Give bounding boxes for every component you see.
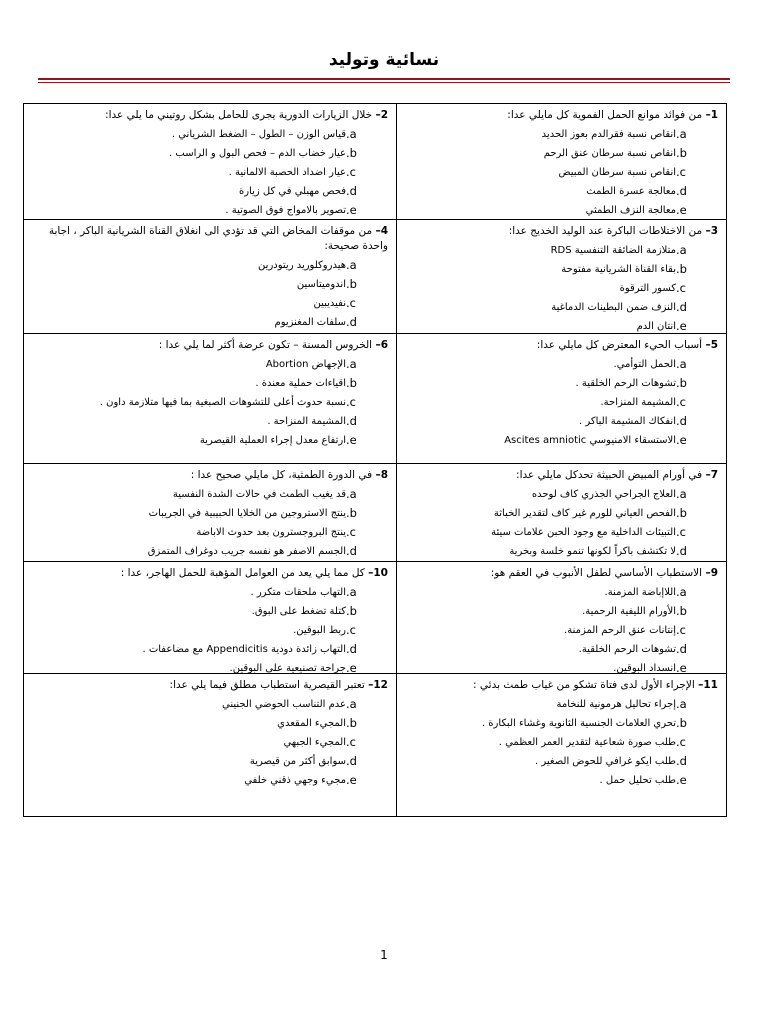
question-text xyxy=(32,566,388,581)
question-number: 2– xyxy=(375,109,388,121)
option-text: النزف ضمن البطينات الدماغية xyxy=(551,302,676,313)
option-letter: .a xyxy=(346,258,357,272)
option-letter: .a xyxy=(346,487,357,501)
option-letter: .d xyxy=(676,642,687,656)
option-letter: .e xyxy=(346,661,357,674)
option-letter: .d xyxy=(346,754,357,768)
question-cell-7 xyxy=(397,464,726,562)
option-text: التهاب ملحقات متكرر . xyxy=(250,587,346,598)
answer-options xyxy=(405,241,718,334)
option-letter: .c xyxy=(676,165,686,179)
answer-option xyxy=(32,602,370,621)
title-divider xyxy=(38,78,730,80)
answer-option xyxy=(32,714,370,733)
option-letter: .d xyxy=(676,300,687,314)
option-letter: .d xyxy=(676,544,687,558)
answer-option xyxy=(32,275,370,294)
option-text: عدم التناسب الحوضي الجنيني xyxy=(222,699,346,710)
option-letter: .c xyxy=(676,395,686,409)
option-text: انقاص نسبة فقرالدم بعوز الحديد xyxy=(541,129,676,140)
option-text: سلفات المغنزيوم xyxy=(274,317,346,328)
option-letter: .e xyxy=(676,661,687,674)
question-cell-1 xyxy=(397,104,726,220)
option-letter: .a xyxy=(676,243,687,257)
option-text: معالجة عسرة الطمث xyxy=(586,186,676,197)
option-text: إجراء تحاليل هرمونية للنخامة xyxy=(556,699,676,710)
answer-option xyxy=(405,393,700,412)
option-letter: .b xyxy=(346,146,357,160)
question-number: 12– xyxy=(368,679,388,691)
answer-option xyxy=(32,733,370,752)
option-text: اقياءات حملية معندة . xyxy=(255,378,346,389)
option-text: عيار اضداد الحصبة الالمانية . xyxy=(228,167,346,178)
option-text: المشيمة المنزاحة . xyxy=(267,416,346,427)
option-letter: .b xyxy=(346,506,357,520)
option-letter: .a xyxy=(676,697,687,711)
option-text: تشوهات الرحم الخلقية. xyxy=(578,644,676,655)
answer-option xyxy=(405,144,700,163)
option-text: انسداد البوقين. xyxy=(613,663,676,674)
page-title: نسائية وتوليد xyxy=(328,50,440,70)
answer-option xyxy=(32,523,370,542)
question-number: 10– xyxy=(368,567,388,579)
option-letter: .c xyxy=(346,735,356,749)
answer-option xyxy=(32,355,370,374)
answer-option xyxy=(32,294,370,313)
question-stem: تعتبر القيصرية استطباب مطلق فيما يلي عدا: xyxy=(169,679,365,691)
option-letter: .e xyxy=(676,773,687,787)
answer-option xyxy=(32,144,370,163)
question-text xyxy=(405,108,718,123)
answer-option xyxy=(32,542,370,561)
answer-option xyxy=(32,182,370,201)
option-text: انفكاك المشيمة الباكر . xyxy=(578,416,676,427)
question-number: 7– xyxy=(705,469,718,481)
option-text: الجسم الاصفر هو نفسه جريب دوغراف المتمزق xyxy=(147,546,346,557)
answer-option xyxy=(405,317,700,334)
option-text: الفحص العياني للورم غير كاف لتقدير الخباثة xyxy=(493,508,676,519)
option-letter: .a xyxy=(676,357,687,371)
question-text xyxy=(405,678,718,693)
answer-options xyxy=(405,583,718,674)
answer-option xyxy=(32,256,370,275)
option-text: عيار خضاب الدم – فحص البول و الراسب . xyxy=(169,148,346,159)
question-text xyxy=(405,468,718,483)
answer-option xyxy=(32,412,370,431)
option-letter: .b xyxy=(346,604,357,618)
question-text xyxy=(32,468,388,483)
option-letter: .e xyxy=(346,203,357,217)
option-text: التبيئات الداخلية مع وجود الحبن علامات سيئة xyxy=(491,527,676,538)
option-text: لا تكتشف باكراً لكونها تنمو خلسة وبخرية xyxy=(509,546,676,557)
question-number: 8– xyxy=(375,469,388,481)
option-text: سوابق أكثر من قيصرية xyxy=(249,756,346,767)
answer-option xyxy=(405,125,700,144)
option-letter: .e xyxy=(346,773,357,787)
option-letter: .e xyxy=(676,319,687,333)
option-text: المجيء المقعدي xyxy=(277,718,346,729)
option-text: ارتفاع معدل إجراء العملية القيصرية xyxy=(199,435,346,446)
answer-option xyxy=(405,260,700,279)
answer-options xyxy=(32,355,388,450)
answer-option xyxy=(405,355,700,374)
option-text: اللاإباضة المزمنة. xyxy=(604,587,676,598)
answer-option xyxy=(405,602,700,621)
answer-option xyxy=(405,752,700,771)
option-letter: .b xyxy=(676,604,687,618)
answer-option xyxy=(32,640,370,659)
answer-option xyxy=(405,182,700,201)
option-text: معالجة النزف الطمثي xyxy=(585,205,676,216)
answer-option xyxy=(405,374,700,393)
option-text: طلب ايكو غرافي للحوض الصغير . xyxy=(535,756,676,767)
answer-option xyxy=(32,201,370,220)
answer-option xyxy=(405,163,700,182)
option-text: تشوهات الرحم الخلقية . xyxy=(575,378,676,389)
option-text: متلازمة الضائقة التنفسية RDS xyxy=(550,245,676,256)
option-letter: .b xyxy=(676,506,687,520)
option-text: انقاص نسبة سرطان عنق الرحم xyxy=(543,148,676,159)
option-letter: .d xyxy=(676,414,687,428)
question-stem: من فوائد موانع الحمل الفموية كل مايلي عدا: xyxy=(507,109,703,121)
option-text: إنتانات عنق الرحم المزمنة. xyxy=(564,625,676,636)
question-cell-6 xyxy=(24,334,397,464)
page-number: 1 xyxy=(380,948,388,962)
option-letter: .c xyxy=(346,623,356,637)
option-letter: .c xyxy=(676,735,686,749)
title-divider-thin xyxy=(38,82,730,83)
answer-option xyxy=(405,201,700,220)
question-number: 4– xyxy=(375,225,388,237)
option-letter: .c xyxy=(346,395,356,409)
option-text: انتان الدم xyxy=(636,321,676,332)
option-text: الإجهاض Abortion xyxy=(265,359,346,370)
question-text xyxy=(405,338,718,353)
option-text: ينتج الاستروجين من الخلايا الحبيبية في الجريبات xyxy=(148,508,346,519)
option-letter: .b xyxy=(676,262,687,276)
option-letter: .c xyxy=(346,525,356,539)
answer-options xyxy=(405,125,718,220)
option-letter: .b xyxy=(676,376,687,390)
option-letter: .d xyxy=(676,184,687,198)
option-letter: .a xyxy=(346,357,357,371)
option-text: فحص مهبلي في كل زيارة xyxy=(238,186,346,197)
answer-option xyxy=(405,523,700,542)
question-number: 9– xyxy=(705,567,718,579)
answer-option xyxy=(32,695,370,714)
option-text: اندوميتاسين xyxy=(296,279,346,290)
questions-table xyxy=(23,103,727,817)
option-text: بقاء القناة الشريانية مفتوحة xyxy=(561,264,676,275)
question-number: 3– xyxy=(705,225,718,237)
answer-option xyxy=(405,714,700,733)
option-letter: .e xyxy=(676,433,687,447)
option-text: مجيء وجهي ذقني خلفي xyxy=(244,775,346,786)
answer-option xyxy=(405,621,700,640)
answer-options xyxy=(405,695,718,790)
answer-options xyxy=(405,355,718,450)
option-text: كتلة تضغط على البوق. xyxy=(251,606,346,617)
option-text: جراحة تصنيعية على البوقين. xyxy=(229,663,346,674)
answer-option xyxy=(405,771,700,790)
question-number: 5– xyxy=(705,339,718,351)
answer-option xyxy=(32,621,370,640)
option-letter: .b xyxy=(346,376,357,390)
option-letter: .d xyxy=(346,544,357,558)
question-cell-11 xyxy=(397,674,726,816)
answer-option xyxy=(32,313,370,332)
answer-options xyxy=(32,583,388,674)
option-text: ينتج البروجسترون بعد حدوث الاباضة xyxy=(196,527,346,538)
option-text: قد يغيب الطمث في حالات الشدة النفسية xyxy=(172,489,346,500)
answer-option xyxy=(405,640,700,659)
question-cell-12 xyxy=(24,674,397,816)
answer-options xyxy=(32,125,388,220)
option-text: المشيمة المنزاحة. xyxy=(600,397,676,408)
option-text: انقاص نسبة سرطان المبيض xyxy=(558,167,676,178)
answer-option xyxy=(405,241,700,260)
question-stem: من موقفات المخاض التي قد تؤدي الى انغلاق القناة الشريانية الباكر ، اجابة واحدة صحيحة: xyxy=(48,225,388,252)
option-letter: .a xyxy=(676,487,687,501)
option-letter: .e xyxy=(346,433,357,447)
option-text: تحري العلامات الجنسية الثانوية وغشاء البكارة . xyxy=(481,718,676,729)
question-stem: الاستطباب الأساسي لطفل الأنبوب في العقم هو: xyxy=(490,567,703,579)
question-text xyxy=(32,108,388,123)
question-cell-5 xyxy=(397,334,726,464)
answer-option xyxy=(405,485,700,504)
question-stem: الخروس المسنة – تكون عرضة أكثر لما يلي عدا : xyxy=(158,339,373,351)
question-cell-3 xyxy=(397,220,726,334)
answer-options xyxy=(32,485,388,562)
question-stem: من الاختلاطات الباكرة عند الوليد الخديج عدا: xyxy=(508,225,703,237)
question-text xyxy=(405,224,718,239)
option-text: طلب تحليل حمل . xyxy=(599,775,676,786)
answer-option xyxy=(405,733,700,752)
question-text xyxy=(405,566,718,581)
option-text: الحمل التوأمي. xyxy=(613,359,676,370)
answer-option xyxy=(32,752,370,771)
question-stem: الإجراء الأول لدى فتاة تشكو من غياب طمث بدئي : xyxy=(473,679,695,691)
answer-option xyxy=(405,695,700,714)
answer-option xyxy=(32,393,370,412)
question-text xyxy=(32,338,388,353)
option-letter: .c xyxy=(676,623,686,637)
option-letter: .c xyxy=(676,525,686,539)
answer-option xyxy=(405,659,700,674)
answer-option xyxy=(405,279,700,298)
option-text: هيدروكلوريد ريتودرين xyxy=(258,260,346,271)
answer-option xyxy=(32,485,370,504)
answer-option xyxy=(32,771,370,790)
option-text: الأورام الليفية الرحمية. xyxy=(582,606,676,617)
option-letter: .e xyxy=(676,203,687,217)
answer-option xyxy=(405,431,700,450)
option-letter: .d xyxy=(346,184,357,198)
option-text: التهاب زائدة دودية Appendicitis مع مضاعفات . xyxy=(142,644,346,655)
answer-option xyxy=(32,431,370,450)
option-text: نفيديبين xyxy=(313,298,346,309)
answer-option xyxy=(405,583,700,602)
answer-option xyxy=(32,583,370,602)
answer-option xyxy=(32,163,370,182)
question-stem: أسباب الحيء المعترض كل مايلي عدا: xyxy=(536,339,703,351)
question-number: 11– xyxy=(698,679,718,691)
question-stem: في أورام المبيض الحبيثة تحدكل مايلي عدا: xyxy=(516,469,703,481)
option-letter: .a xyxy=(346,127,357,141)
option-text: قياس الوزن – الطول – الضغط الشرياني . xyxy=(171,129,346,140)
option-letter: .a xyxy=(676,127,687,141)
option-letter: .b xyxy=(676,716,687,730)
answer-options xyxy=(32,256,388,334)
option-text: العلاج الجراحي الجذري كاف لوحده xyxy=(531,489,676,500)
option-letter: .a xyxy=(346,697,357,711)
answer-option xyxy=(405,298,700,317)
question-stem: خلال الزيارات الدورية يجرى للحامل بشكل روتيني ما يلي عدا: xyxy=(105,109,373,121)
option-letter: .b xyxy=(346,716,357,730)
option-text: طلب صورة شعاعية لتقدير العمر العظمي . xyxy=(498,737,676,748)
question-stem: كل مما يلي يعد من العوامل المؤهبة للحمل الهاجر، عدا : xyxy=(120,567,365,579)
question-cell-2 xyxy=(24,104,397,220)
answer-option xyxy=(32,125,370,144)
answer-option xyxy=(405,542,700,561)
option-letter: .d xyxy=(346,642,357,656)
question-stem: في الدورة الطمثية، كل مايلي صحيح عدا : xyxy=(190,469,373,481)
option-text: نسبة حدوث أعلى للتشوهات الصبغية بما فيها متلازمة داون . xyxy=(99,397,346,408)
question-text xyxy=(32,224,388,254)
option-text: الاستسقاء الامنيوسي Ascites amniotic xyxy=(504,435,676,446)
question-text xyxy=(32,678,388,693)
option-letter: .b xyxy=(346,277,357,291)
option-letter: .c xyxy=(346,296,356,310)
answer-option xyxy=(405,504,700,523)
question-cell-9 xyxy=(397,562,726,674)
question-cell-10 xyxy=(24,562,397,674)
option-letter: .d xyxy=(346,315,357,329)
option-text: تصوير بالامواج فوق الصوتية . xyxy=(225,205,346,216)
answer-option xyxy=(32,504,370,523)
question-number: 6– xyxy=(375,339,388,351)
option-letter: .b xyxy=(676,146,687,160)
option-letter: .d xyxy=(676,754,687,768)
answer-option xyxy=(405,412,700,431)
question-cell-8 xyxy=(24,464,397,562)
option-text: المجيء الجبهي xyxy=(283,737,346,748)
option-letter: .a xyxy=(346,585,357,599)
option-text: ربط البوقين. xyxy=(293,625,346,636)
option-letter: .a xyxy=(676,585,687,599)
answer-options xyxy=(405,485,718,562)
answer-option xyxy=(32,659,370,674)
question-number: 1– xyxy=(705,109,718,121)
answer-options xyxy=(32,695,388,790)
option-letter: .d xyxy=(346,414,357,428)
option-text: كسور الترقوة xyxy=(619,283,676,294)
question-cell-4 xyxy=(24,220,397,334)
option-letter: .c xyxy=(346,165,356,179)
answer-option xyxy=(32,374,370,393)
option-letter: .c xyxy=(676,281,686,295)
